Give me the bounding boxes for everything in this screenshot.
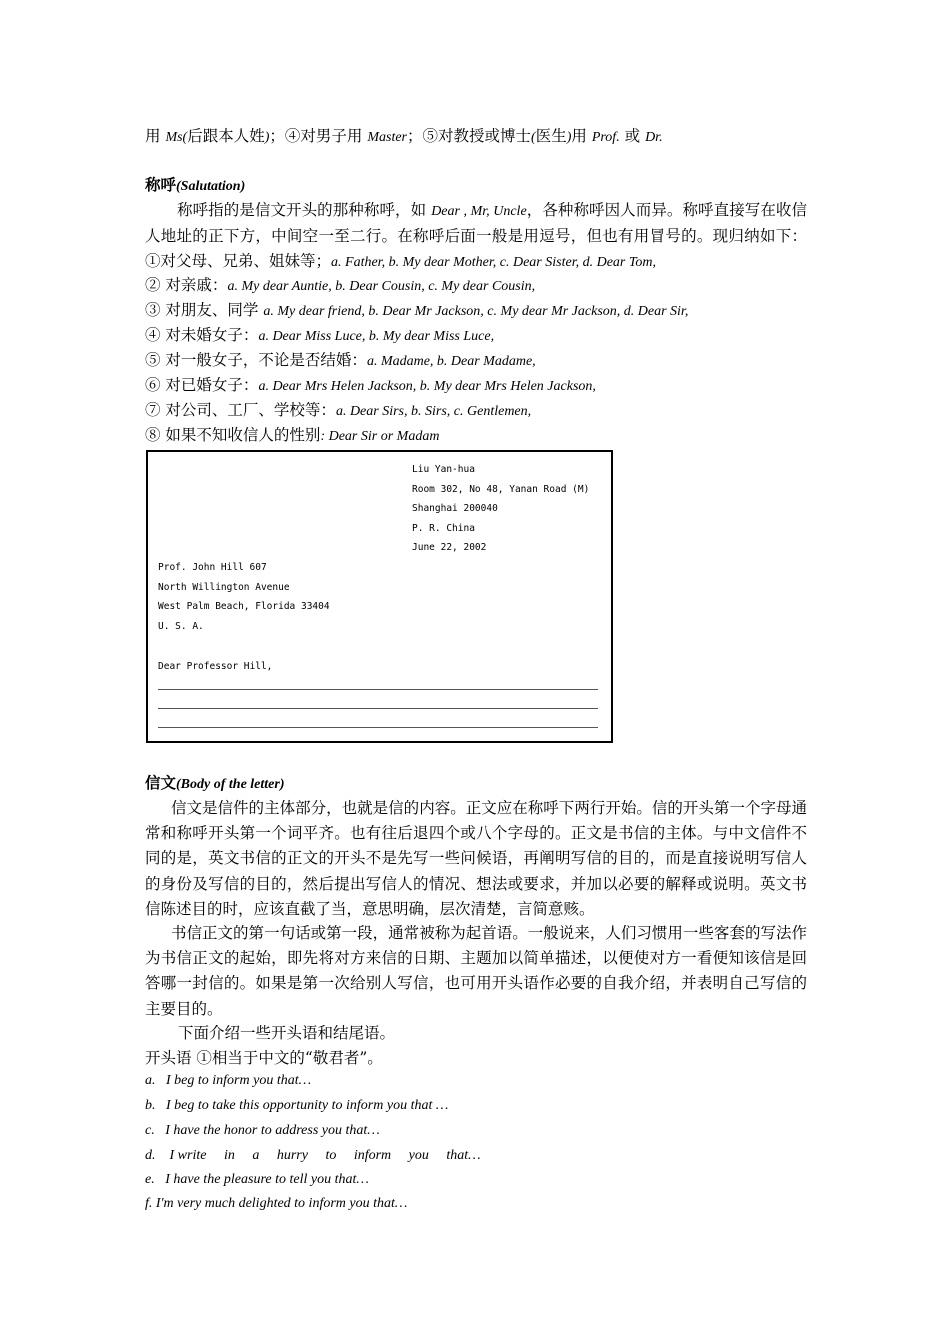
sender-line: P. R. China (412, 522, 475, 534)
salutation-item (145, 324, 494, 348)
item-label: ⑥ 对已婚女子： (145, 376, 259, 394)
salutation-heading (145, 174, 245, 198)
item-label: ⑤ 对一般女子，不论是否结婚： (145, 351, 367, 369)
sender-line: Room 302, No 48, Yanan Road (M) (412, 483, 590, 495)
item-label: ⑦ 对公司、工厂、学校等： (145, 401, 336, 419)
intro-term: ) (264, 130, 270, 145)
intro-text: 或 (619, 127, 646, 145)
intro-term: Ms( (165, 130, 188, 145)
intro-text: 用 (571, 127, 592, 145)
paragraph-text: 称呼指的是信文开头的那种称呼，如 (177, 201, 432, 219)
item-label: ④ 对未婚女子： (145, 326, 259, 344)
opener-phrase: c. I have the honor to address you that… (145, 1123, 380, 1138)
salutation-item (145, 424, 439, 448)
body-rule (158, 689, 598, 690)
intro-term: Prof. (591, 130, 620, 145)
body-paragraph: 书信正文的第一句话或第一段，通常被称为起首语。一般说来，人们习惯用一些客套的写法作为书信正文的起始，即先将对方来信的日期、主题加以简单描述，以便使对方一看便知该信是回答哪一封信的。如果是第一次给别人写信，也可用开头语作必要的自我介绍，并表明自己写信的主要目的。 (145, 924, 807, 1018)
intro-line (145, 125, 663, 149)
intro-text: ；⑤对教授或博士 (407, 127, 532, 145)
body-rule (158, 708, 598, 709)
body-paragraph: 信文是信件的主体部分，也就是信的内容。正文应在称呼下两行开始。信的开头第一个字母通常和称呼开头第一个词平齐。也有往后退四个或八个字母的。正文是书信的主体。与中文信件不同的是，英文书信的正文的开头不是先写一些问候语，再阐明写信的目的，而是直接说明写信人的身份及写信的目的，然后提出写信人的情况、想法或要求，并加以必要的解释或说明。英文书信陈述目的时，应该直截了当，意思明确，层次清楚，言简意赅。 (145, 799, 807, 918)
item-label: ② 对亲戚： (145, 276, 228, 294)
opener-phrase: e. I have the pleasure to tell you that… (145, 1172, 369, 1187)
paragraph-examples: a. Father, b. My dear Mother, c. Dear Sister, d. Dear Tom, (331, 255, 656, 271)
recipient-line: Prof. John Hill 607 (158, 562, 267, 573)
openers-label: 开头语 ①相当于中文的“敬君者”。 (145, 1049, 383, 1067)
letter-greeting: Dear Professor Hill, (158, 661, 273, 672)
body-rule (158, 727, 598, 728)
letter-date: June 22, 2002 (412, 542, 487, 554)
intro-term: Master (367, 130, 408, 145)
heading-cn: 称呼 (145, 175, 177, 194)
opener-phrase: b. I beg to take this opportunity to inform you that … (145, 1098, 449, 1113)
sender-address (412, 460, 589, 558)
sender-line: Shanghai 200040 (412, 503, 498, 515)
recipient-address (158, 558, 330, 636)
item-label: ⑧ 如果不知收信人的性别 (145, 426, 321, 444)
paragraph-text: ，各种称呼因人而异。称呼直接写在收信人地址的正下方，中间空一至二行。在称呼后面一般是用逗号，但也有用冒号的。现归纳如下：①对父母、兄弟、姐妹等； (145, 201, 807, 271)
opener-phrase: a. I beg to inform you that… (145, 1073, 312, 1088)
item-label: ③ 对朋友、同学 (145, 301, 264, 319)
salutation-item (145, 374, 596, 398)
item-examples: a. Dear Miss Luce, b. My dear Miss Luce, (258, 329, 495, 344)
salutation-paragraph (145, 198, 807, 276)
sample-letter-figure (146, 450, 613, 743)
intro-text: 用 (145, 127, 166, 145)
opener-phrase: f. I'm very much delighted to inform you that… (145, 1196, 408, 1211)
recipient-line: U. S. A. (158, 620, 204, 632)
intro-text: ；④对男子用 (269, 127, 368, 145)
intro-text: 医生 (535, 127, 567, 145)
item-examples: a. Dear Sirs, b. Sirs, c. Gentlemen, (335, 404, 532, 419)
intro-term: ) (566, 130, 572, 145)
recipient-line: West Palm Beach, Florida 33404 (158, 601, 330, 613)
salutation-item (145, 399, 531, 423)
intro-text: 后跟本人姓 (187, 127, 265, 145)
salutation-item (145, 349, 536, 373)
salutation-item (145, 274, 535, 298)
recipient-line: North Willington Avenue (158, 581, 290, 593)
sender-line: Liu Yan-hua (412, 464, 475, 475)
opener-phrase: d. I write in a hurry to inform you that… (145, 1148, 481, 1163)
intro-term: ( (531, 130, 536, 145)
item-examples: a. Dear Mrs Helen Jackson, b. My dear Mrs Helen Jackson, (258, 379, 596, 394)
intro-term: Dr. (645, 130, 663, 145)
item-examples: a. My dear friend, b. Dear Mr Jackson, c. My dear Mr Jackson, d. Dear Sir, (263, 304, 689, 319)
item-examples: a. Madame, b. Dear Madame, (366, 354, 536, 369)
paragraph-term: Dear , Mr, Uncle (431, 204, 527, 219)
heading-cn: 信文 (145, 773, 177, 792)
openers-intro: 下面介绍一些开头语和结尾语。 (178, 1024, 396, 1042)
item-examples: a. My dear Auntie, b. Dear Cousin, c. My dear Cousin, (227, 279, 536, 294)
body-heading (145, 772, 285, 796)
item-examples: : Dear Sir or Madam (320, 429, 440, 444)
salutation-item (145, 299, 688, 323)
heading-en: (Salutation) (176, 179, 246, 194)
heading-en: (Body of the letter) (176, 777, 285, 792)
